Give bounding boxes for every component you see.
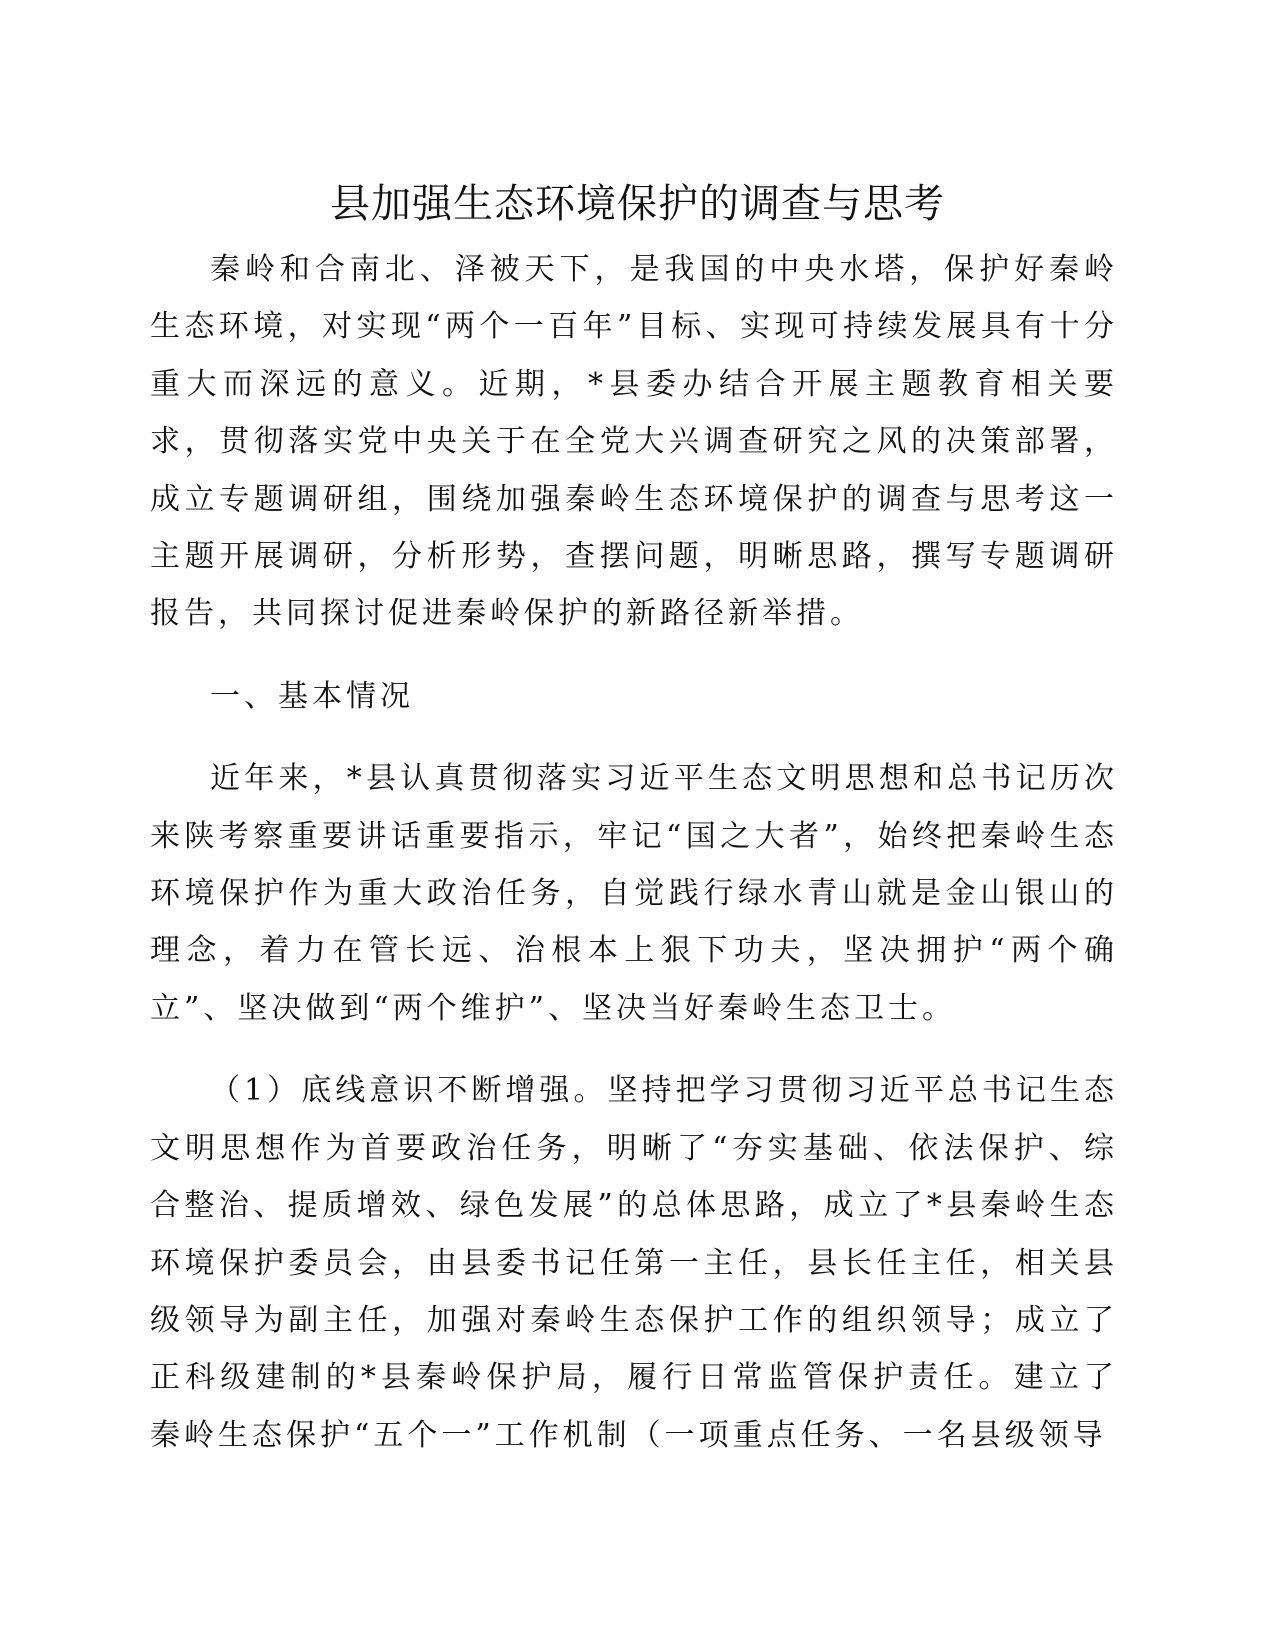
document-title: 县加强生态环境保护的调查与思考 [330, 181, 945, 227]
document-body [150, 241, 1118, 1464]
paragraph-spacer [150, 1037, 1118, 1062]
subsection-paragraph: （1）底线意识不断增强。坚持把学习贯彻习近平总书记生态文明思想作为首要政治任务，明晰了“夯实基础、依法保护、综合整治、提质增效、绿色发展”的总体思路，成立了*县秦岭生态环境保护委员会，由县委书记任第一主任，县长任主任，相关县级领导为副主任，加强对秦岭生态保护工作的组织领导；成立了正科级建制的*县秦岭保护局，履行日常监管保护责任。建立了秦岭生态保护“五个一”工作机制（一项重点任务、一名县级领导 [150, 1073, 1118, 1453]
section-heading: 一、基本情况 [210, 678, 414, 714]
paragraph-spacer [150, 725, 1118, 750]
intro-paragraph: 秦岭和合南北、泽被天下，是我国的中央水塔，保护好秦岭生态环境，对实现“两个一百年”目标、实现可持续发展具有十分重大而深远的意义。近期，*县委办结合开展主题教育相关要求，贯彻落实党中央关于在全党大兴调查研究之风的决策部署，成立专题调研组，围绕加强秦岭生态环境保护的调查与思考这一主题开展调研，分析形势，查摆问题，明晰思路，撰写专题调研报告，共同探讨促进秦岭保护的新路径新举措。 [150, 252, 1118, 632]
paragraph-spacer [150, 643, 1118, 668]
overview-paragraph: 近年来，*县认真贯彻落实习近平生态文明思想和总书记历次来陕考察重要讲话重要指示，牢记“国之大者”，始终把秦岭生态环境保护作为重大政治任务，自觉践行绿水青山就是金山银山的理念，着力在管长远、治根本上狠下功夫，坚决拥护“两个确立”、坚决做到“两个维护”、坚决当好秦岭生态卫士。 [150, 761, 1118, 1026]
